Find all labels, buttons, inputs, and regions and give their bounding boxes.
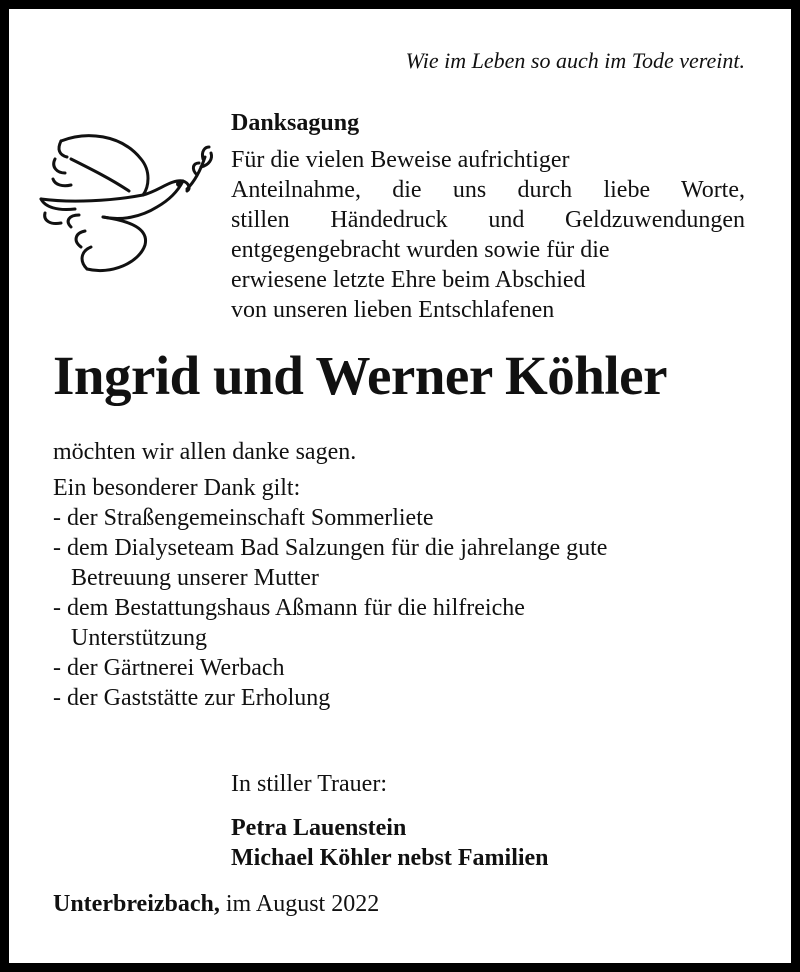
list-item: - der Gärtnerei Werbach bbox=[53, 655, 285, 681]
list-item: - der Gaststätte zur Erholung bbox=[53, 685, 331, 711]
thanks-intro bbox=[231, 107, 751, 325]
heading-danksagung: Danksagung bbox=[231, 110, 360, 136]
list-item: - der Straßengemeinschaft Sommerliete bbox=[53, 505, 434, 531]
place-date bbox=[53, 889, 379, 919]
list-item-continuation: Betreuung unserer Mutter bbox=[71, 565, 319, 591]
deceased-names: Ingrid und Werner Köhler bbox=[53, 345, 667, 406]
list-item: - dem Bestattungshaus Aßmann für die hilfreiche bbox=[53, 595, 525, 621]
intro-line: Für die vielen Beweise aufrichtiger bbox=[231, 147, 570, 173]
intro-line: von unseren lieben Entschlafenen bbox=[231, 297, 555, 323]
intro-line: stillen Händedruck und Geldzuwendungen bbox=[231, 207, 745, 233]
dove-with-olive-branch-icon bbox=[31, 129, 221, 279]
obituary-card bbox=[9, 9, 791, 963]
intro-line: erwiesene letzte Ehre beim Abschied bbox=[231, 267, 586, 293]
motto: Wie im Leben so auch im Tode vereint. bbox=[405, 48, 745, 73]
list-item: - dem Dialyseteam Bad Salzungen für die jahrelange gute bbox=[53, 535, 608, 561]
mourning-label: In stiller Trauer: bbox=[231, 771, 387, 797]
signer-name: Michael Köhler nebst Familien bbox=[231, 845, 549, 871]
signer-name: Petra Lauenstein bbox=[231, 815, 407, 841]
mourning-signoff bbox=[231, 769, 549, 873]
intro-line: entgegengebracht wurden sowie für die bbox=[231, 237, 610, 263]
thanks-line: möchten wir allen danke sagen. bbox=[53, 439, 357, 465]
thanks-body bbox=[53, 437, 773, 713]
special-thanks-intro: Ein besonderer Dank gilt: bbox=[53, 475, 301, 501]
place-name: Unterbreizbach, bbox=[53, 891, 220, 917]
intro-line: Anteilnahme, die uns durch liebe Worte, bbox=[231, 177, 745, 203]
list-item-continuation: Unterstützung bbox=[71, 625, 207, 651]
date-text: im August 2022 bbox=[219, 891, 380, 917]
